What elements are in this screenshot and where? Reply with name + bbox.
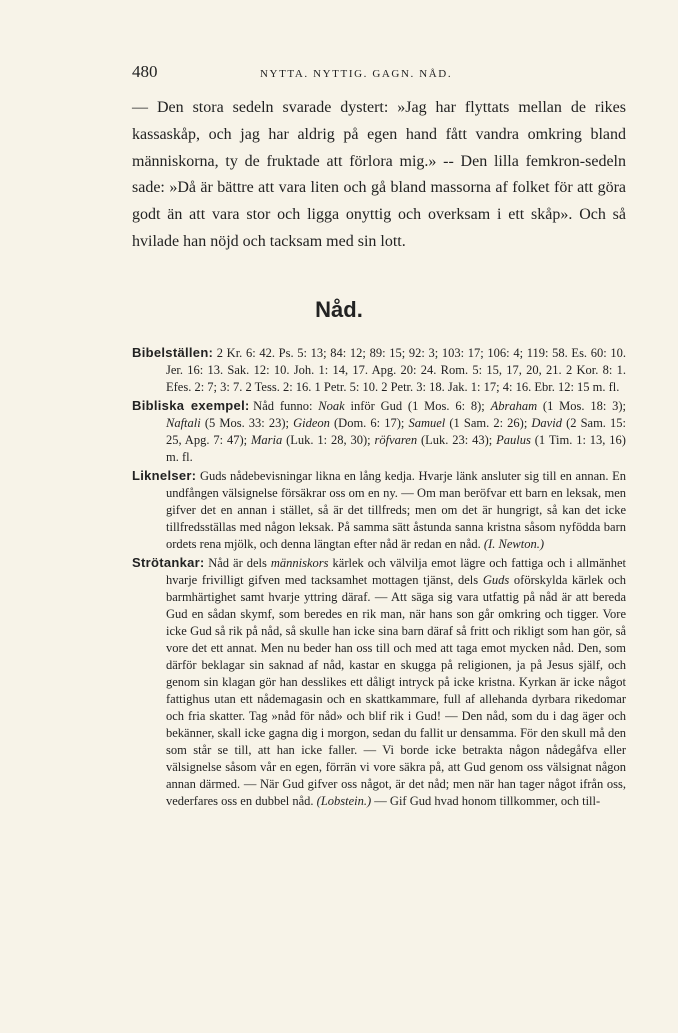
person-name: David bbox=[531, 416, 562, 430]
entry-label: Liknelser bbox=[132, 468, 192, 483]
emphasis: människors bbox=[270, 556, 329, 570]
source-citation: (Lobstein.) bbox=[316, 794, 372, 808]
page-header bbox=[132, 62, 632, 84]
section-title: Nåd. bbox=[315, 297, 363, 322]
entries bbox=[132, 344, 626, 811]
entry-strotankar: Strötankar: Nåd är dels människors kärlek och välvilja emot lägre och fattiga och i allmänhet hvarje frivilligt gifven med tacksamhet mottagen tjänst, dels Guds oförskylda kärlek och barmhärtighet samt hvarje yttring däraf. — Att säga sig vara utfattig på nåd är att bereda Gud en sådan skymf, som beredes en rik man, när hans son går omkring och tigger. Vore icke Gud så rik på nåd, så skulle han icke sina barn däraf så fritt och rikligt som han gör, så vore det ett annat. Men nu beder han oss till och med att taga emot mycken nåd. Den, som därför beklagar sin saknad af nåd, kastar en skugga på religionen, ja på Jesus själf, och genom sin klagan gör han desslikes ett dåligt intryck på icke kristna. Kyrkan är icke något fattighus utan ett nådemagasin och en skattkammare, full af allehanda dyrbara rikedomar och fria skatter. Tag »nåd för nåd» och blif rik i Gud! — Den nåd, som du i dag äger och bekänner, skall icke gagna dig i morgon, sedan du fallit ur densamma. För den skull må den som står se till, att han icke faller. — Vi borde icke betrakta någon nådegåfva eller välsignelse såsom vår en egen, förrän vi vore säkra på, att Gud genom oss välsignat någon annan därmed. — När Gud gifver oss något, är det nåd; men när han tager något ifrån oss, vederfares oss en dubbel nåd. (Lobstein.) — Gif Gud hvad honom tillkommer, och till- bbox=[132, 555, 627, 808]
emphasis: Guds bbox=[482, 573, 510, 587]
intro-text bbox=[132, 95, 626, 256]
entry-text: Guds nådebevisningar likna en lång kedja. Hvarje länk ansluter sig till en annan. En undfången välsignelse försäkrar oss om en ny. — Om man beröfvar ett barn en leksak, men gifver det en annan i stället, så är det tillfreds; men om det är hungrigt, så kan det icke tillfredsställas med någon leksak. På samma sätt åstunda sanna kristna såsom nyfödda barn ordets rena mjölk, och denna längtan efter nåd är redan en nåd. bbox=[166, 469, 626, 551]
person-name: Maria bbox=[250, 433, 283, 447]
intro-paragraph: — Den stora sedeln svarade dystert: »Jag har flyttats mellan de rikes kassaskåp, och jag har aldrig på egen hand fått vandra omkring bland människorna, ty de fruktade att förlora mig.» -- Den lilla femkron-sedeln sade: »Då är bättre att vara liten och gå bland massorna af folket för att göra godt än att vara stor och ligga onyttig och overksam i ett skåp». Och så hvilade han nöjd och tacksam med sin lott. bbox=[132, 99, 626, 250]
person-name: Naftali bbox=[166, 416, 201, 430]
page-number: 480 bbox=[132, 62, 158, 81]
entry-liknelser: Liknelser: Guds nådebevisningar likna en lång kedja. Hvarje länk ansluter sig till en annan. En undfången välsignelse försäkrar oss om en ny. — Om man beröfvar ett barn en leksak, men gifver det en annan i stället, så är det tillfreds; men om det är hungrigt, så kan det icke tillfredsställas med någon leksak. På samma sätt åstunda sanna kristna såsom nyfödda barn ordets rena mjölk, och denna längtan efter nåd är redan en nåd. (I. Newton.) bbox=[132, 468, 626, 551]
entry-label: Bibliska exempel bbox=[132, 398, 245, 413]
person-name: Samuel bbox=[408, 416, 446, 430]
person-name: Abraham bbox=[490, 399, 538, 413]
entry-label: Strötankar bbox=[132, 555, 201, 570]
person-name: Gideon bbox=[293, 416, 330, 430]
entry-label: Bibelställen bbox=[132, 345, 209, 360]
entry-bibelstallen: Bibelställen: 2 Kr. 6: 42. Ps. 5: 13; 84: 12; 89: 15; 92: 3; 103: 17; 106: 4; 119: 58. Es. 60: 10. Jer. 16: 13. Sak. 12: 10. Joh. 1: 14, 17. Apg. 20: 24. Rom. 5: 15, 17, 20, 21. 2 Kor. 8: 1. Efes. 2: 7; 3: 7. 2 Tess. 2: 16. 1 Petr. 5: 10. 2 Petr. 3: 18. Jak. 1: 17; 4: 16. Ebr. 12: 15 m. fl. bbox=[132, 345, 626, 394]
source-citation: (I. Newton.) bbox=[483, 537, 544, 551]
entry-bibliska-exempel: Bibliska exempel: Nåd funno: Noak inför Gud (1 Mos. 6: 8); Abraham (1 Mos. 18: 3); Naftali (5 Mos. 33: 23); Gideon (Dom. 6: 17); Samuel (1 Sam. 2: 26); David (2 Sam. 15: 25, Apg. 7: 47); Maria (Luk. 1: 28, 30); röfvaren (Luk. 23: 43); Paulus (1 Tim. 1: 13, 16) m. fl. bbox=[132, 398, 627, 464]
person-name: Paulus bbox=[496, 433, 531, 447]
person-name: röfvaren bbox=[374, 433, 418, 447]
person-name: Noak bbox=[318, 399, 345, 413]
entry-text: 2 Kr. 6: 42. Ps. 5: 13; 84: 12; 89: 15; 92: 3; 103: 17; 106: 4; 119: 58. Es. 60: 10. Jer. 16: 13. Sak. 12: 10. Joh. 1: 14, 17. Apg. 20: 24. Rom. 5: 15, 17, 20, 21. 2 Kor. 8: 1. Efes. 2: 7; 3: 7. 2 Tess. 2: 16. 1 Petr. 5: 10. 2 Petr. 3: 18. Jak. 1: 17; 4: 16. Ebr. 12: 15 m. fl. bbox=[166, 346, 626, 394]
running-head: NYTTA. NYTTIG. GAGN. NÅD. bbox=[260, 68, 453, 80]
